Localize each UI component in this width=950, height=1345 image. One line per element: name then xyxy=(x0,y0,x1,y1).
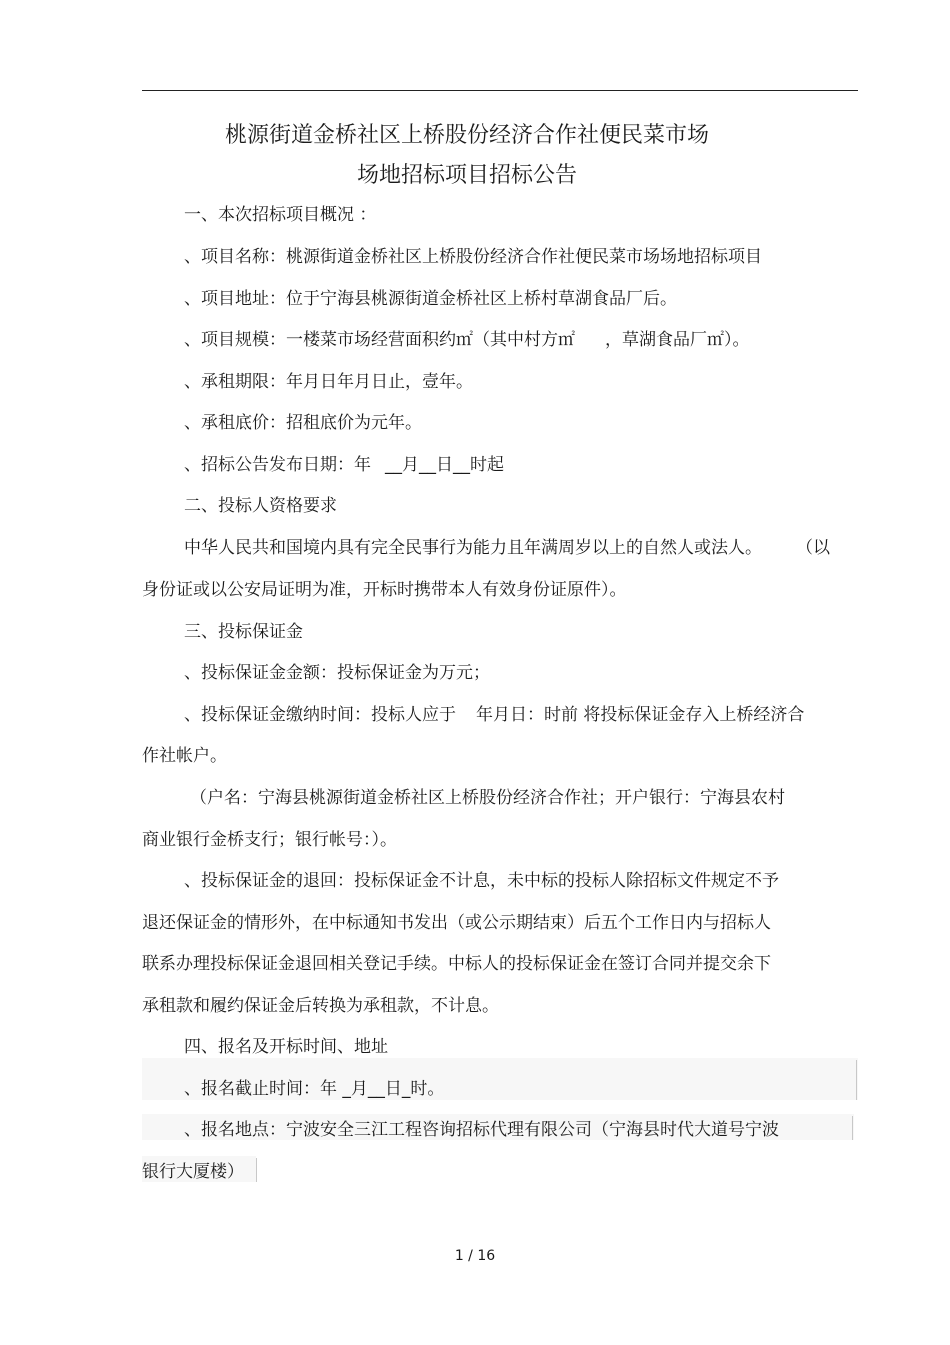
announcement-date-part1: 、招标公告发布日期：年 xyxy=(184,455,371,475)
deposit-time-line2: 作社帐户。 xyxy=(142,746,227,766)
deposit-refund-line3: 联系办理投标保证金退回相关登记手续。中标人的投标保证金在签订合同并提交余下 xyxy=(142,954,771,974)
deposit-refund-line1: 、投标保证金的退回：投标保证金不计息，未中标的投标人除招标文件规定不予 xyxy=(184,871,779,891)
registration-deadline: 、报名截止时间：年 _月__日_时。 xyxy=(184,1079,445,1099)
qualification-text-line2: 身份证或以公安局证明为准，开标时携带本人有效身份证原件）。 xyxy=(142,580,627,600)
highlight-edge xyxy=(856,1060,857,1100)
section-3-heading: 三、投标保证金 xyxy=(184,622,303,642)
project-name: 、项目名称：桃源街道金桥社区上桥股份经济合作社便民菜市场场地招标项目 xyxy=(184,247,762,267)
section-2-heading: 二、投标人资格要求 xyxy=(184,496,337,516)
deposit-time-part2: 年月日：时前 将投标保证金存入上桥经济合 xyxy=(476,705,805,725)
highlight-edge xyxy=(256,1158,257,1182)
highlight-edge xyxy=(852,1116,853,1140)
section-1-heading: 一、本次招标项目概况 ： xyxy=(184,205,377,225)
project-scale xyxy=(184,328,750,352)
announcement-date xyxy=(184,453,504,477)
registration-place-line1: 、报名地点：宁波安全三江工程咨询招标代理有限公司（宁海县时代大道号宁波 xyxy=(184,1120,779,1140)
page-number: 1 / 16 xyxy=(454,1248,496,1264)
qualification-text-part1: 中华人民共和国境内具有完全民事行为能力且年满周岁以上的自然人或法人。 xyxy=(184,538,762,558)
deposit-refund-line2: 退还保证金的情形外，在中标通知书发出（或公示期结束）后五个工作日内与招标人 xyxy=(142,913,771,933)
deposit-amount: 、投标保证金金额：投标保证金为万元； xyxy=(184,663,490,683)
qualification-text-line1 xyxy=(184,536,830,560)
bank-account-line1: （户名：宁海县桃源街道金桥社区上桥股份经济合作社；开户银行：宁海县农村 xyxy=(190,788,785,808)
lease-term: 、承租期限：年月日年月日止，壹年。 xyxy=(184,372,473,392)
announcement-date-part2: __月__日__时起 xyxy=(385,455,504,475)
document-title-line1: 桃源街道金桥社区上桥股份经济合作社便民菜市场 xyxy=(224,123,709,148)
project-address: 、项目地址：位于宁海县桃源街道金桥社区上桥村草湖食品厂后。 xyxy=(184,289,677,309)
deposit-refund-line4: 承租款和履约保证金后转换为承租款，不计息。 xyxy=(142,996,499,1016)
deposit-time-line1 xyxy=(184,703,804,727)
project-scale-part1: 、项目规模：一楼菜市场经营面积约㎡（其中村方㎡ xyxy=(184,330,575,350)
registration-place-line2: 银行大厦楼） xyxy=(142,1162,244,1182)
header-rule xyxy=(142,90,858,91)
section-4-heading: 四、报名及开标时间、地址 xyxy=(184,1037,388,1057)
qualification-text-part2: （以 xyxy=(796,538,830,558)
document-title-line2: 场地招标项目招标公告 xyxy=(356,163,577,188)
project-scale-part2: ，草湖食品厂㎡）。 xyxy=(605,330,750,350)
deposit-time-part1: 、投标保证金缴纳时间：投标人应于 xyxy=(184,705,456,725)
bank-account-line2: 商业银行金桥支行；银行帐号：）。 xyxy=(142,830,397,850)
reserve-price: 、承租底价：招租底价为元年。 xyxy=(184,413,422,433)
